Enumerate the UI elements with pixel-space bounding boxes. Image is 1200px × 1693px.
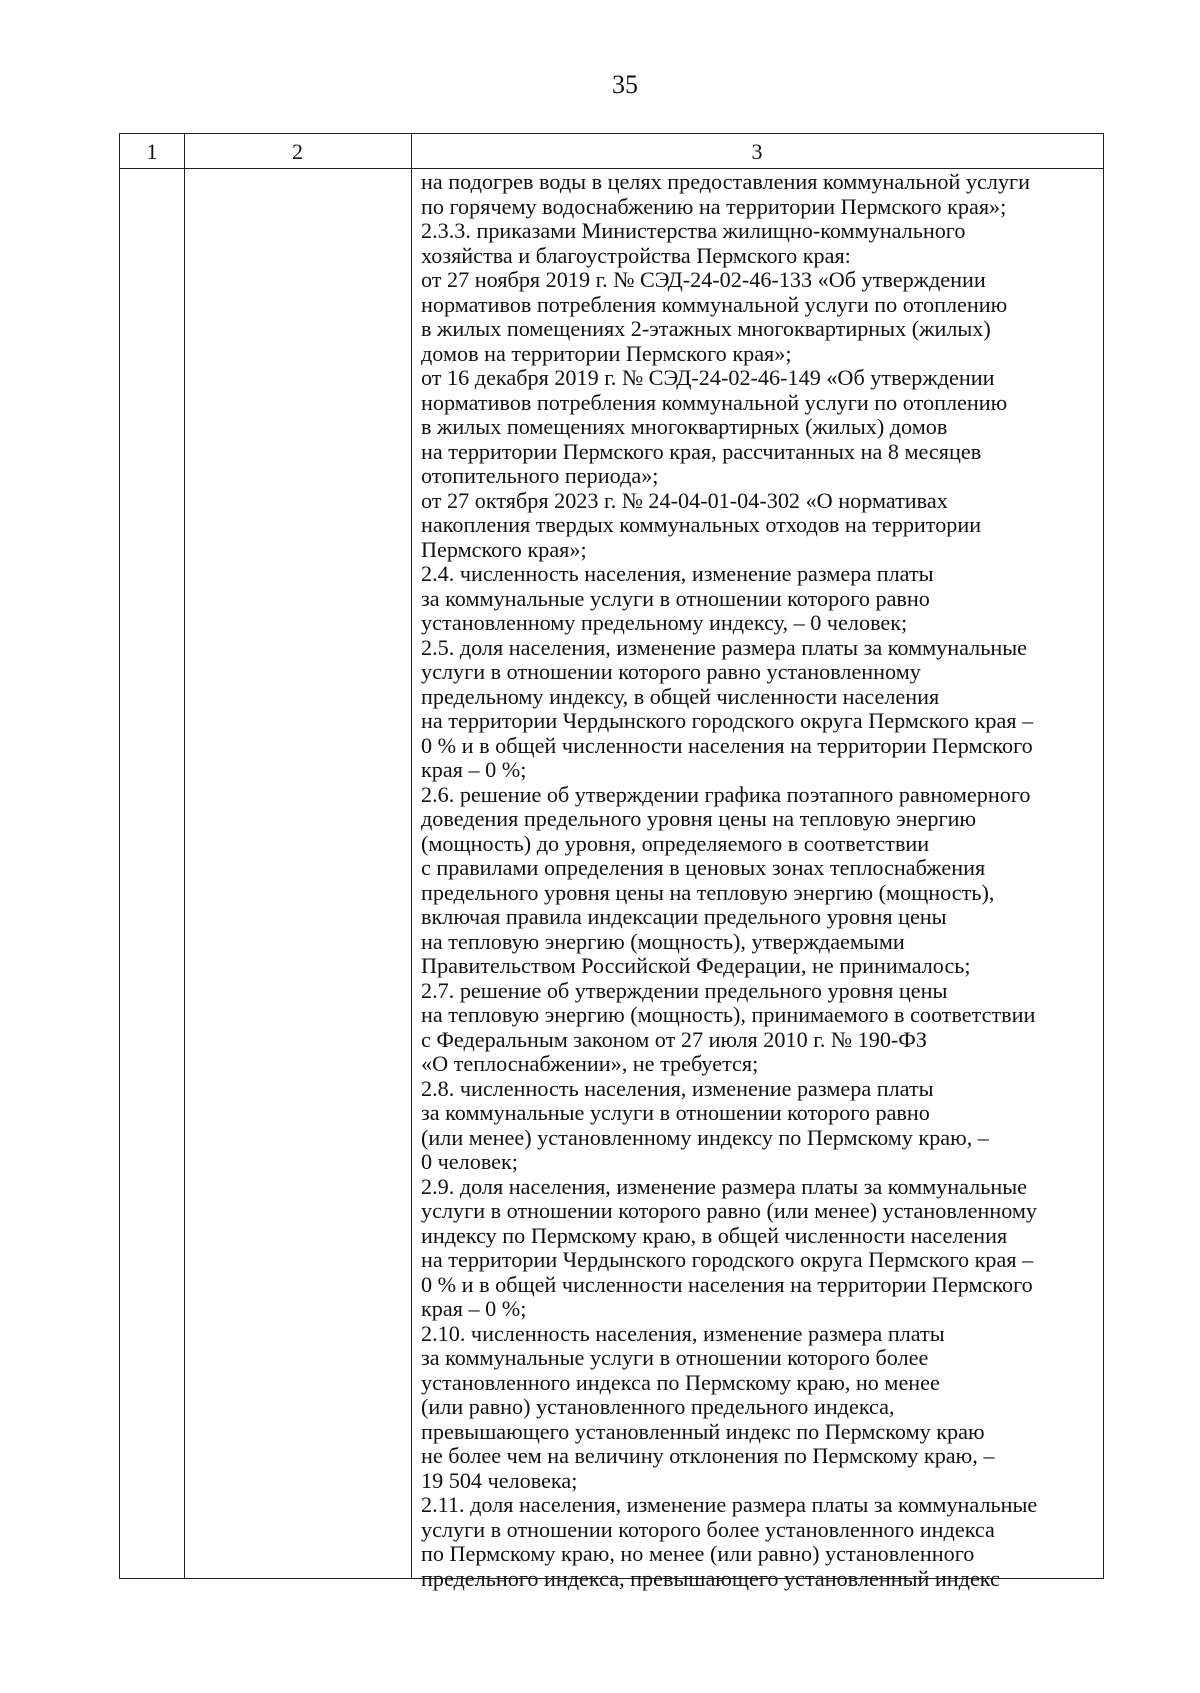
text-line: на тепловую энергию (мощность), принимаемого в соответствии <box>421 1002 1036 1027</box>
text-line: с Федеральным законом от 27 июля 2010 г. № 190-ФЗ <box>421 1026 927 1052</box>
text-line: на территории Чердынского городского округа Пермского края – <box>421 1247 1034 1272</box>
text-line: предельному индексу, в общей численности населения <box>421 683 940 709</box>
text-line: от 16 декабря 2019 г. № СЭД-24-02-46-149 «Об утверждении <box>421 365 995 390</box>
text-line: 2.11. доля населения, изменение размера платы за коммунальные <box>421 1492 1038 1517</box>
text-line: индексу по Пермскому краю, в общей численности населения <box>421 1222 1008 1248</box>
text-line: 2.10. численность населения, изменение размера платы <box>421 1320 945 1346</box>
text-line: 19 504 человека; <box>421 1467 578 1493</box>
text-line: нормативов потребления коммунальной услуги по отоплению <box>421 389 1008 415</box>
text-line: 2.9. доля населения, изменение размера платы за коммунальные <box>421 1173 1028 1199</box>
text-line: услуги в отношении которого равно (или менее) установленному <box>421 1198 1038 1223</box>
text-line: установленного индекса по Пермскому краю, но менее <box>421 1369 940 1395</box>
column-divider <box>411 134 412 1578</box>
text-line: на тепловую энергию (мощность), утверждаемыми <box>421 928 905 954</box>
text-line: (мощность) до уровня, определяемого в соответствии <box>421 830 930 856</box>
text-line: 2.3.3. приказами Министерства жилищно-коммунального <box>421 218 966 243</box>
text-line: по горячему водоснабжению на территории Пермского края»; <box>421 193 1007 219</box>
column-divider <box>184 134 185 1578</box>
header-col-2: 2 <box>292 139 303 164</box>
text-line: 2.4. численность населения, изменение размера платы <box>421 561 934 586</box>
text-line: края – 0 %; <box>421 757 527 782</box>
text-line: в жилых помещениях многоквартирных (жилых) домов <box>421 414 948 439</box>
text-line: предельного индекса, превышающего установленный индекс <box>421 1565 1000 1591</box>
text-line: 2.6. решение об утверждении графика поэтапного равномерного <box>421 781 1031 807</box>
text-line: 0 % и в общей численности населения на территории Пермского <box>421 1271 1033 1297</box>
text-line: домов на территории Пермского края»; <box>421 340 792 366</box>
text-line: в жилых помещениях 2-этажных многоквартирных (жилых) <box>421 316 991 341</box>
text-line: на территории Чердынского городского округа Пермского края – <box>421 708 1034 733</box>
column-3-text <box>421 170 1099 1591</box>
text-line: 0 человек; <box>421 1149 518 1174</box>
text-line: за коммунальные услуги в отношении которого более <box>421 1345 929 1370</box>
text-line: за коммунальные услуги в отношении которого равно <box>421 585 930 611</box>
text-line: нормативов потребления коммунальной услуги по отоплению <box>421 291 1008 317</box>
page-number: 35 <box>612 70 638 99</box>
document-table <box>119 133 1104 1591</box>
text-line: 2.8. численность населения, изменение размера платы <box>421 1075 934 1101</box>
text-line: Пермского края»; <box>421 536 587 562</box>
text-line: от 27 ноября 2019 г. № СЭД-24-02-46-133 «Об утверждении <box>421 267 986 292</box>
text-line: по Пермскому краю, но менее (или равно) установленного <box>421 1541 975 1566</box>
text-line: 2.7. решение об утверждении предельного уровня цены <box>421 977 948 1003</box>
text-line: 0 % и в общей численности населения на территории Пермского <box>421 732 1033 758</box>
text-line: на территории Пермского края, рассчитанных на 8 месяцев <box>421 438 982 464</box>
text-line: отопительного периода»; <box>421 463 659 488</box>
text-line: доведения предельного уровня цены на тепловую энергию <box>421 806 977 831</box>
text-line: за коммунальные услуги в отношении которого равно <box>421 1100 930 1125</box>
text-line: с правилами определения в ценовых зонах теплоснабжения <box>421 855 986 880</box>
text-line: «О теплоснабжении», не требуется; <box>421 1051 759 1076</box>
header-col-3: 3 <box>751 139 763 164</box>
text-line: от 27 октября 2023 г. № 24-04-01-04-302 «О нормативах <box>421 487 948 513</box>
text-line: услуги в отношении которого более установленного индекса <box>421 1516 995 1542</box>
text-line: установленному предельному индексу, – 0 человек; <box>421 610 908 635</box>
text-line: (или менее) установленному индексу по Пермскому краю, – <box>421 1124 989 1150</box>
text-line: на подогрев воды в целях предоставления коммунальной услуги <box>421 169 1031 194</box>
text-line: услуги в отношении которого равно установленному <box>421 659 921 684</box>
text-line: включая правила индексации предельного уровня цены <box>421 904 947 929</box>
text-line: хозяйства и благоустройства Пермского края: <box>421 242 851 268</box>
text-line: не более чем на величину отклонения по Пермскому краю, – <box>421 1443 995 1468</box>
text-line: (или равно) установленного предельного индекса, <box>421 1394 895 1419</box>
text-line: превышающего установленный индекс по Пермскому краю <box>421 1418 985 1444</box>
text-line: предельного уровня цены на тепловую энергию (мощность), <box>421 879 995 905</box>
header-col-1: 1 <box>146 139 158 164</box>
text-line: 2.5. доля населения, изменение размера платы за коммунальные <box>421 634 1028 660</box>
text-line: Правительством Российской Федерации, не принималось; <box>421 953 971 978</box>
text-line: накопления твердых коммунальных отходов на территории <box>421 512 982 537</box>
text-line: края – 0 %; <box>421 1296 527 1321</box>
